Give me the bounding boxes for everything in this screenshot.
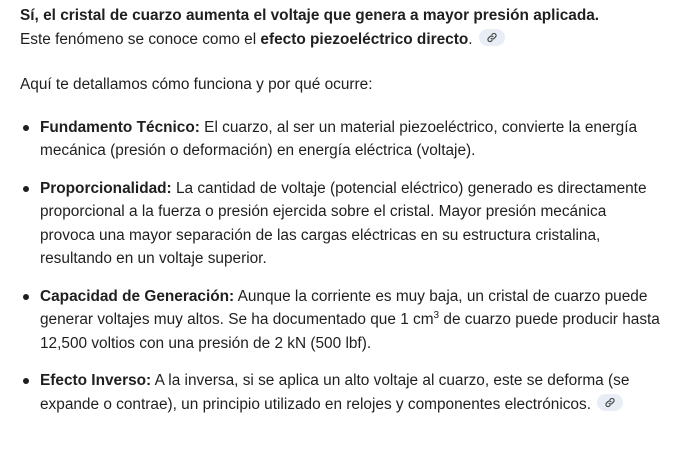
explanation-list bbox=[20, 116, 664, 417]
list-item-capacidad bbox=[20, 285, 664, 356]
list-item-text: El cuarzo, al ser un material piezoeléctrico, convierte la energía mecánica (presión o deformación) en energía eléctrica (voltaje). bbox=[40, 118, 638, 159]
list-item-fundamento bbox=[20, 116, 664, 163]
list-item-proporcionalidad bbox=[20, 177, 664, 271]
list-item-text: Aunque la corriente es muy baja, un cristal de cuarzo puede generar voltajes muy altos. Se ha documentado que 1 cm bbox=[40, 287, 648, 328]
list-item-title: Proporcionalidad: bbox=[40, 179, 172, 197]
intro-term: efecto piezoeléctrico directo bbox=[260, 30, 469, 48]
intro-text-after: . bbox=[468, 30, 473, 48]
list-item-title: Capacidad de Generación: bbox=[40, 287, 235, 305]
intro-paragraph bbox=[20, 4, 664, 51]
link-icon bbox=[486, 32, 498, 43]
link-icon bbox=[604, 397, 616, 408]
list-item-text: La cantidad de voltaje (potencial eléctrico) generado es directamente proporcional a la fuerza o presión ejercida sobre el cristal. Mayor presión mecánica provoca una mayor separación de las cargas eléctricas en su estructura cristalina, resultando en un voltaje superior. bbox=[40, 179, 647, 267]
intro-text-before: Este fenómeno se conoce como el bbox=[20, 30, 261, 48]
lead-paragraph: Aquí te detallamos cómo funciona y por qué ocurre: bbox=[20, 76, 373, 93]
intro-heading: Sí, el cristal de cuarzo aumenta el voltaje que genera a mayor presión aplicada. bbox=[20, 7, 600, 24]
superscript-cube: 3 bbox=[433, 309, 440, 321]
list-item-text: A la inversa, si se aplica un alto voltaje al cuarzo, este se deforma (se expande o contrae), un principio utilizado en relojes y componentes electrónicos. bbox=[40, 372, 630, 413]
list-item-text-after: de cuarzo puede producir hasta 12,500 voltios con una presión de 2 kN (500 lbf). bbox=[40, 311, 660, 352]
list-item-efecto-inverso bbox=[20, 369, 664, 416]
list-item-title: Efecto Inverso: bbox=[40, 372, 152, 389]
source-link-chip-1[interactable] bbox=[479, 29, 505, 46]
list-item-title: Fundamento Técnico: bbox=[40, 118, 200, 136]
source-link-chip-2[interactable] bbox=[597, 394, 623, 411]
